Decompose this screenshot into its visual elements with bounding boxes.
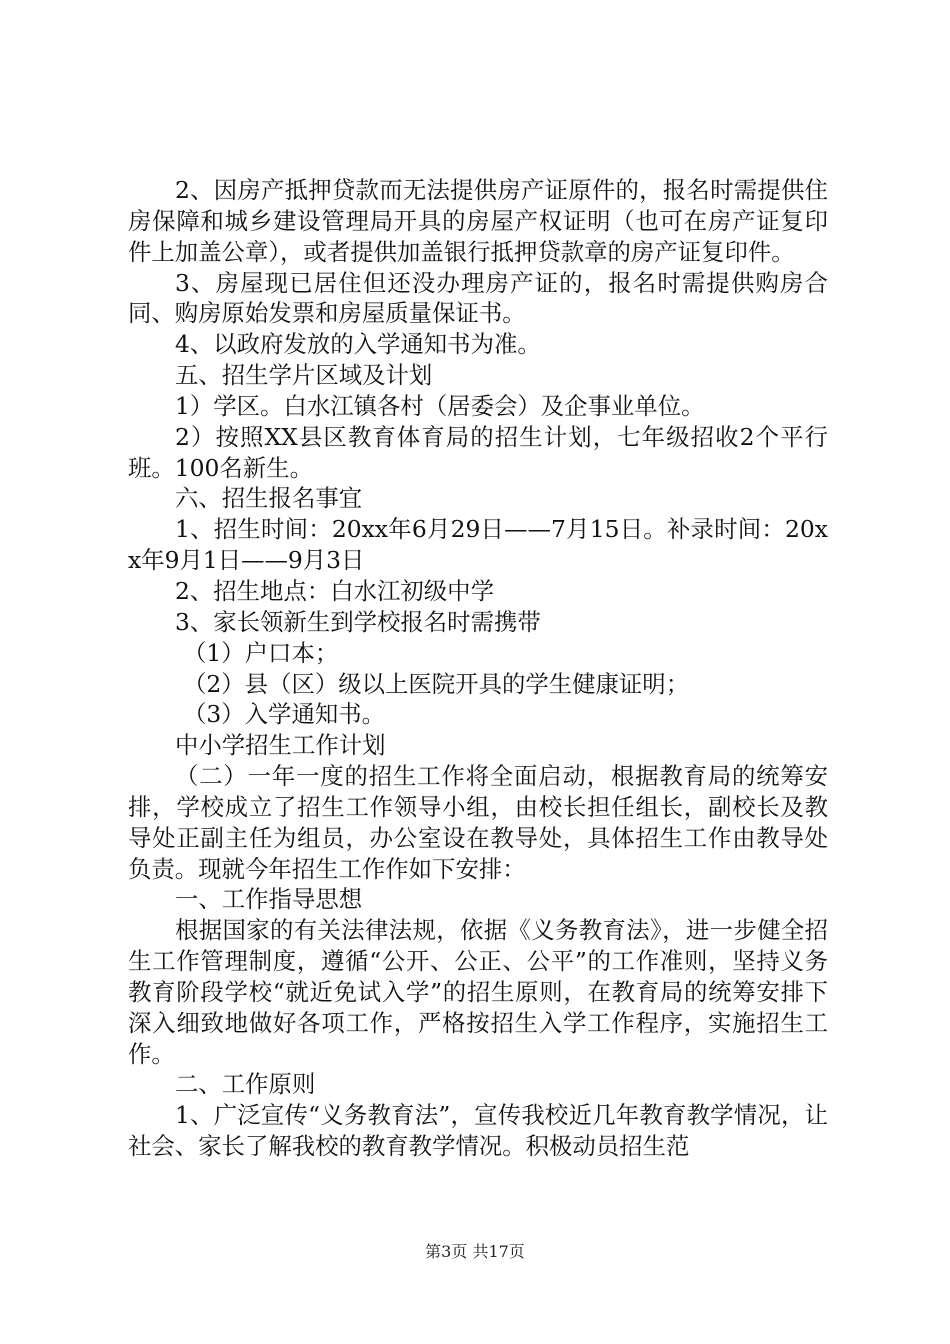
section-heading: 二、工作原则: [175, 1070, 316, 1099]
page-footer: 第3页 共17页: [425, 1242, 525, 1261]
section-title: 中小学招生工作计划: [175, 731, 386, 760]
paragraph: 2、招生地点：白水江初级中学: [175, 576, 494, 605]
section-heading: 五、招生学片区域及计划: [175, 361, 433, 390]
list-item: （3）入学通知书。: [183, 700, 386, 729]
paragraph: （二）一年一度的招生工作将全面启动，根据教育局的统筹安排，学校成立了招生工作领导小组，由校长担任组长，副校长及教导处正副主任为组员，办公室设在教导处，具体招生工作由教导处负责。现就今年招生工作作如下安排：: [128, 762, 828, 883]
paragraph: 1、广泛宣传“义务教育法”，宣传我校近几年教育教学情况，让社会、家长了解我校的教育教学情况。积极动员招生范: [128, 1101, 828, 1161]
list-item: （2）县（区）级以上医院开具的学生健康证明；: [183, 669, 690, 698]
paragraph: 3、房屋现已居住但还没办理房产证的，报名时需提供购房合同、购房原始发票和房屋质量保证书。: [128, 268, 828, 328]
document-body: [128, 175, 828, 1162]
paragraph: 2）按照XX县区教育体育局的招生计划，七年级招收2个平行班。100名新生。: [128, 422, 828, 482]
paragraph: 2、因房产抵押贷款而无法提供房产证原件的，报名时需提供住房保障和城乡建设管理局开具的房屋产权证明（也可在房产证复印件上加盖公章），或者提供加盖银行抵押贷款章的房产证复印件。: [128, 176, 828, 266]
list-item: （1）户口本；: [183, 638, 339, 667]
section-heading: 一、工作指导思想: [175, 885, 363, 914]
paragraph: 3、家长领新生到学校报名时需携带: [175, 607, 541, 636]
paragraph: 根据国家的有关法律法规，依据《义务教育法》，进一步健全招生工作管理制度，遵循“公开、公正、公平”的工作准则，坚持义务教育阶段学校“就近免试入学”的招生原则，在教育局的统筹安排下深入细致地做好各项工作，严格按招生入学工作程序，实施招生工作。: [128, 916, 828, 1068]
paragraph: 4、以政府发放的入学通知书为准。: [175, 330, 541, 359]
paragraph: 1、招生时间：20xx年6月29日——7月15日。补录时间：20xx年9月1日——9月3日: [128, 515, 828, 575]
section-heading: 六、招生报名事宜: [175, 484, 363, 513]
paragraph: 1）学区。白水江镇各村（居委会）及企事业单位。: [175, 391, 705, 420]
